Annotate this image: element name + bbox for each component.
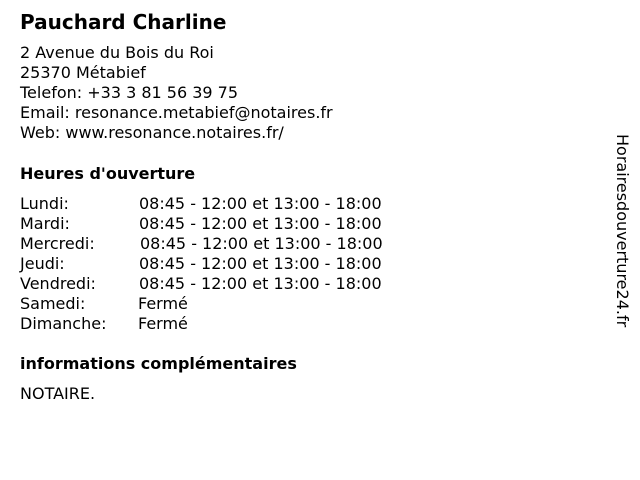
hours-time-value: Fermé	[138, 314, 188, 333]
hours-time-value: 08:45 - 12:00 et 13:00 - 18:00	[139, 194, 382, 213]
hours-day-label: Vendredi:	[20, 274, 96, 293]
phone-line: Telefon: +33 3 81 56 39 75	[20, 83, 239, 102]
contact-block	[20, 43, 333, 143]
hours-day-label: Lundi:	[20, 194, 69, 213]
additional-info-text: NOTAIRE.	[20, 384, 96, 403]
hours-day-label: Mardi:	[20, 214, 70, 233]
hours-time-value: 08:45 - 12:00 et 13:00 - 18:00	[139, 254, 382, 273]
email-line: Email: resonance.metabief@notaires.fr	[20, 103, 333, 122]
business-name: Pauchard Charline	[20, 10, 227, 34]
hours-time-value: Fermé	[138, 294, 188, 313]
hours-day-label: Mercredi:	[20, 234, 95, 253]
hours-day-label: Dimanche:	[20, 314, 107, 333]
hours-time-value: 08:45 - 12:00 et 13:00 - 18:00	[140, 234, 383, 253]
opening-hours-heading: Heures d'ouverture	[20, 164, 196, 183]
hours-day-label: Jeudi:	[20, 254, 65, 273]
address-street: 2 Avenue du Bois du Roi	[20, 43, 214, 62]
address-city: 25370 Métabief	[20, 63, 146, 82]
hours-time-value: 08:45 - 12:00 et 13:00 - 18:00	[139, 214, 382, 233]
hours-time-value: 08:45 - 12:00 et 13:00 - 18:00	[139, 274, 382, 293]
hours-day-label: Samedi:	[20, 294, 86, 313]
site-watermark: Horairesdouverture24.fr	[613, 134, 632, 328]
web-line: Web: www.resonance.notaires.fr/	[20, 123, 284, 142]
additional-info-heading: informations complémentaires	[20, 354, 297, 373]
